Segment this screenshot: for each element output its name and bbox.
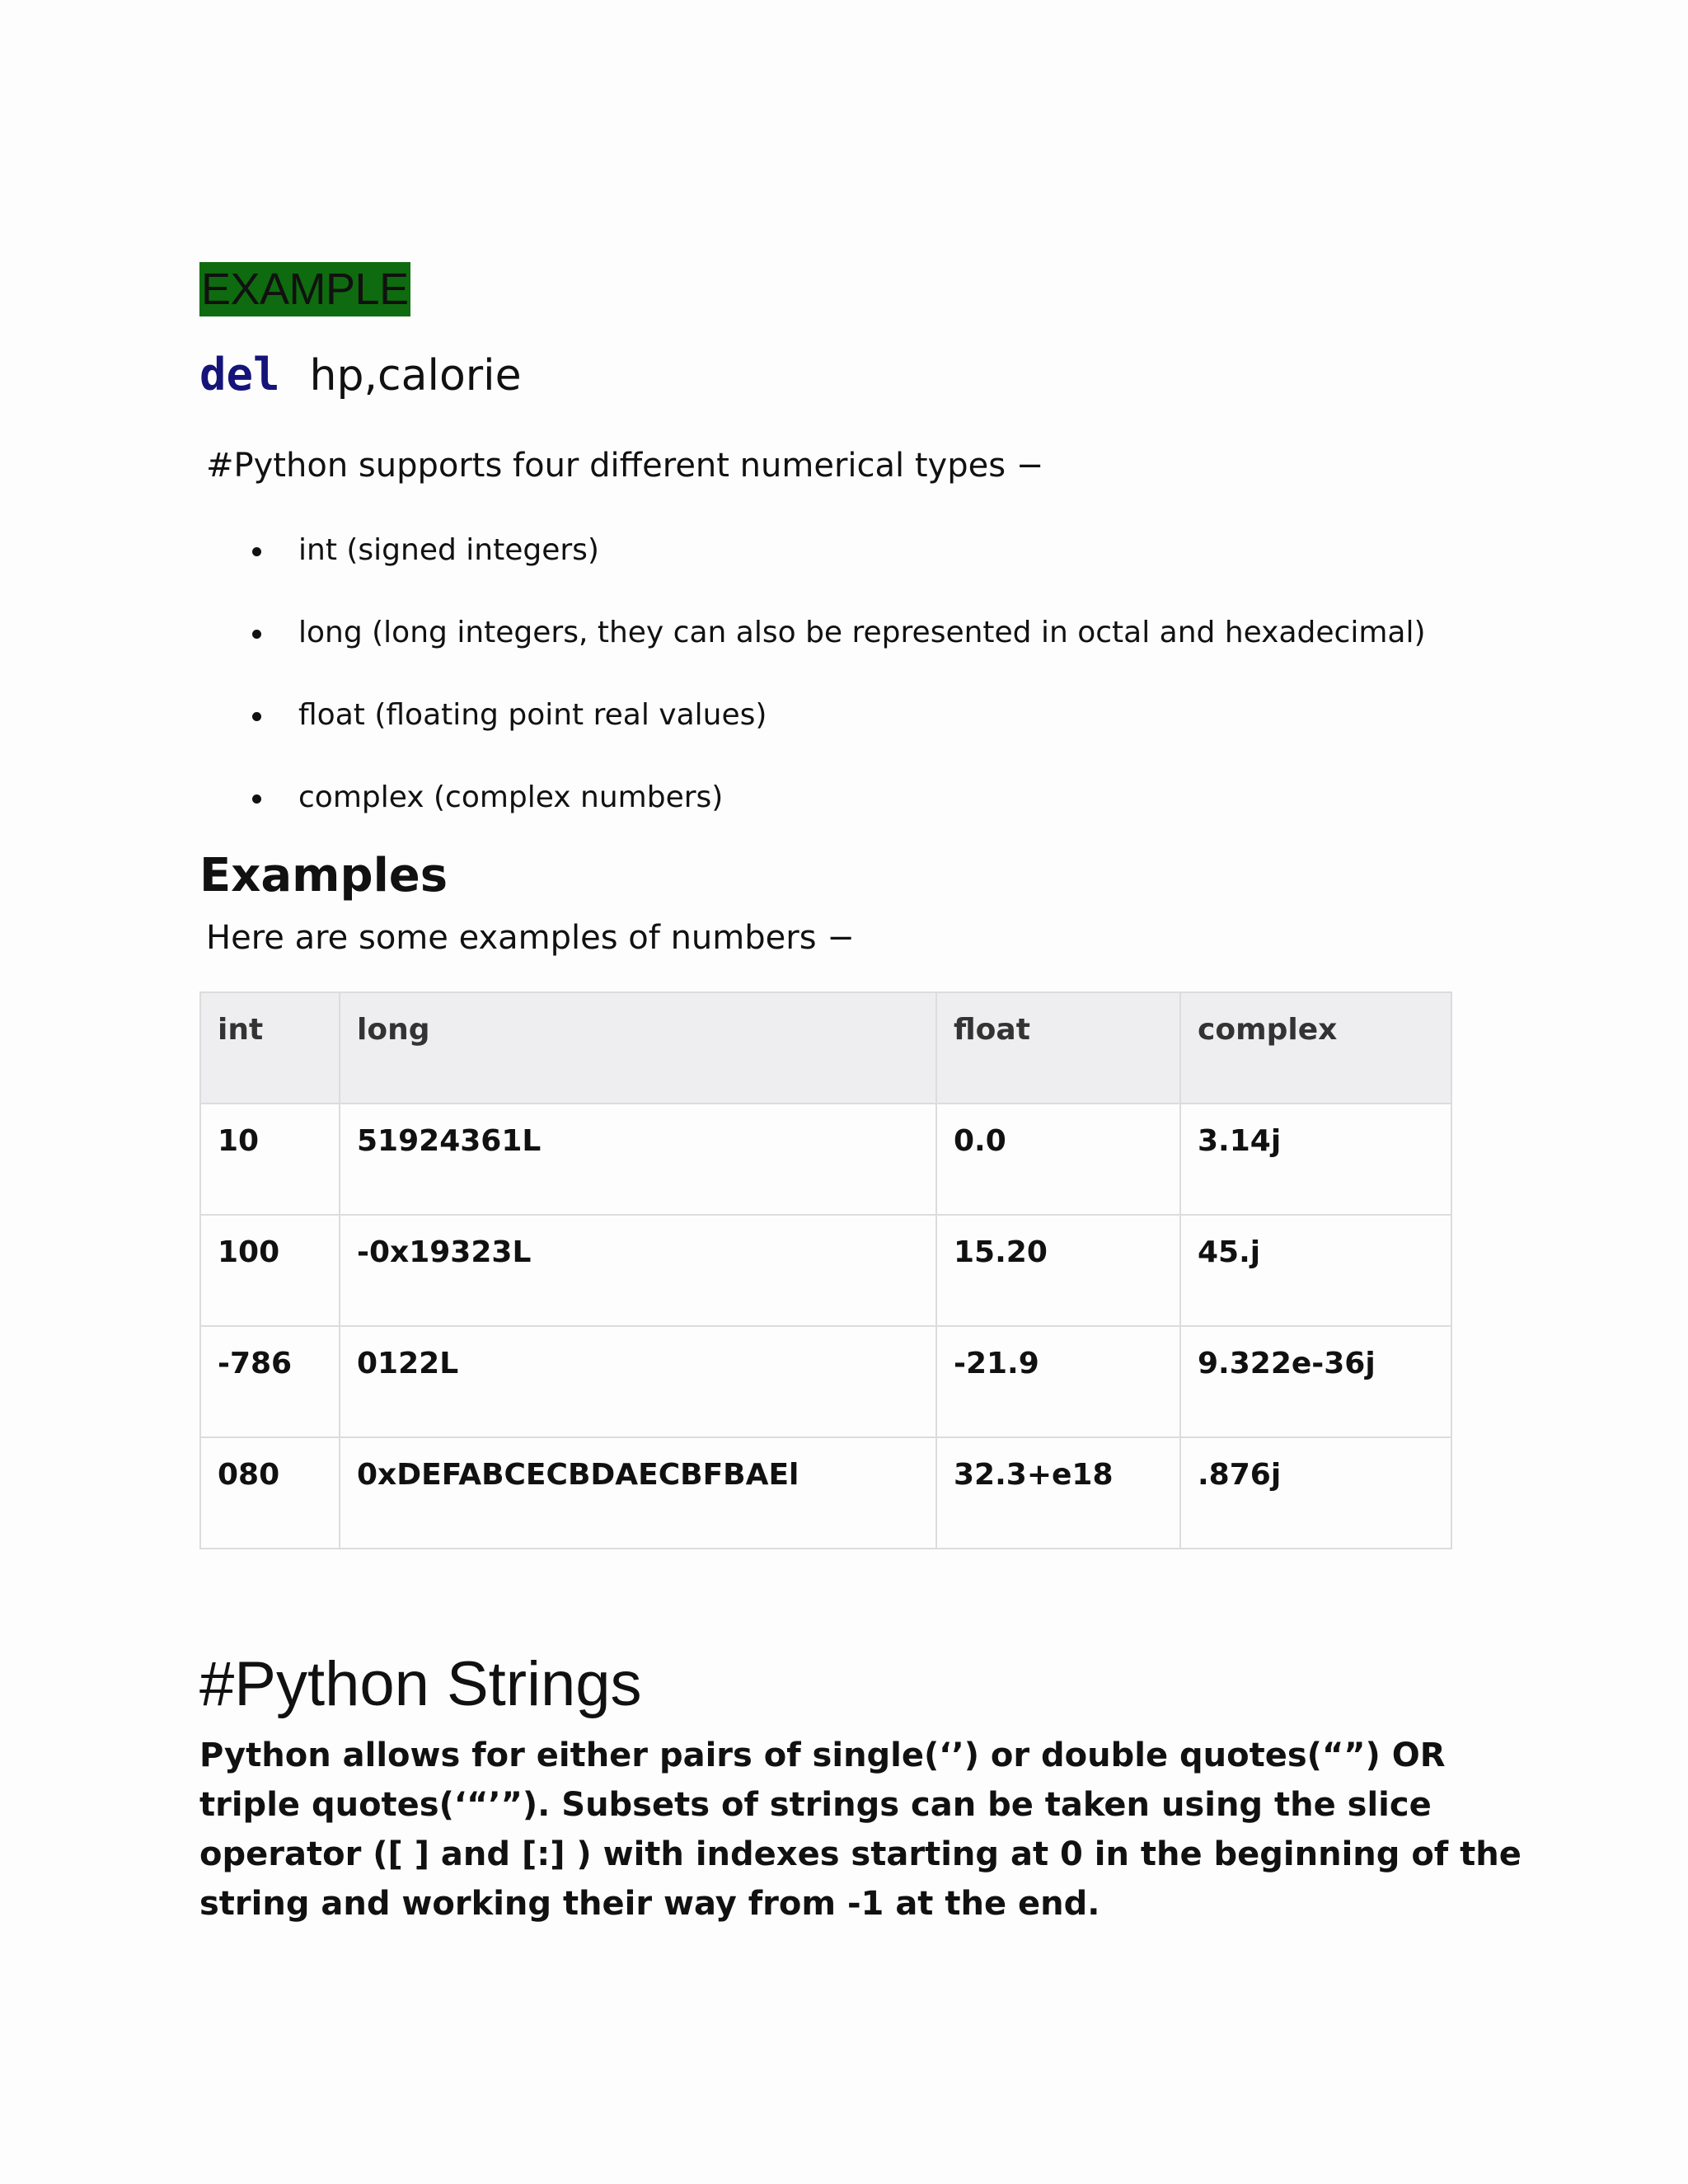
del-arguments: hp,calorie [309,351,522,401]
number-examples-table [199,991,1452,1549]
paragraph-line: string and working their way from -1 at the end. [199,1885,1100,1923]
table-cell: .876j [1180,1437,1451,1549]
table-cell: 3.14j [1180,1104,1451,1215]
del-statement [199,346,522,404]
table-row [200,1104,1451,1215]
bullet-icon [252,547,261,556]
list-item-text: long (long integers, they can also be represented in octal and hexadecimal) [298,616,1426,649]
numeric-types-list [247,527,1426,857]
examples-intro: Here are some examples of numbers − [206,919,855,957]
table-cell: 51924361L [340,1104,936,1215]
table-cell: 0xDEFABCECBDAECBFBAEl [340,1437,936,1549]
table-cell: 0.0 [936,1104,1180,1215]
table-cell: 080 [200,1437,340,1549]
column-header-long: long [340,992,936,1104]
strings-paragraph [199,1731,1522,1929]
list-item [247,692,1426,775]
table-cell: -0x19323L [340,1215,936,1326]
table-row [200,1215,1451,1326]
bullet-icon [252,794,261,804]
strings-heading: #Python Strings [199,1649,642,1719]
table-cell: 45.j [1180,1215,1451,1326]
table-cell: 32.3+e18 [936,1437,1180,1549]
table-cell: -786 [200,1326,340,1437]
examples-heading: Examples [199,849,448,902]
column-header-complex: complex [1180,992,1451,1104]
list-item [247,775,1426,857]
column-header-float: float [936,992,1180,1104]
table-row [200,1326,1451,1437]
numeric-types-intro: #Python supports four different numerical types − [206,447,1044,485]
table-cell: 9.322e-36j [1180,1326,1451,1437]
table-cell: 0122L [340,1326,936,1437]
column-header-int: int [200,992,340,1104]
list-item-text: int (signed integers) [298,533,599,567]
del-keyword: del [199,349,280,401]
list-item [247,527,1426,610]
table-cell: 100 [200,1215,340,1326]
paragraph-line: triple quotes(‘“’”). Subsets of strings can be taken using the slice [199,1786,1432,1824]
list-item [247,610,1426,692]
bullet-icon [252,630,261,639]
list-item-text: float (floating point real values) [298,698,767,732]
table-header-row [200,992,1451,1104]
paragraph-line: Python allows for either pairs of single(‘’) or double quotes(“”) OR [199,1736,1446,1774]
table-cell: 15.20 [936,1215,1180,1326]
table-row [200,1437,1451,1549]
list-item-text: complex (complex numbers) [298,780,724,814]
example-highlight-label: EXAMPLE [199,262,410,316]
bullet-icon [252,712,261,721]
paragraph-line: operator ([ ] and [:] ) with indexes starting at 0 in the beginning of the [199,1835,1522,1873]
table-cell: 10 [200,1104,340,1215]
table-cell: -21.9 [936,1326,1180,1437]
